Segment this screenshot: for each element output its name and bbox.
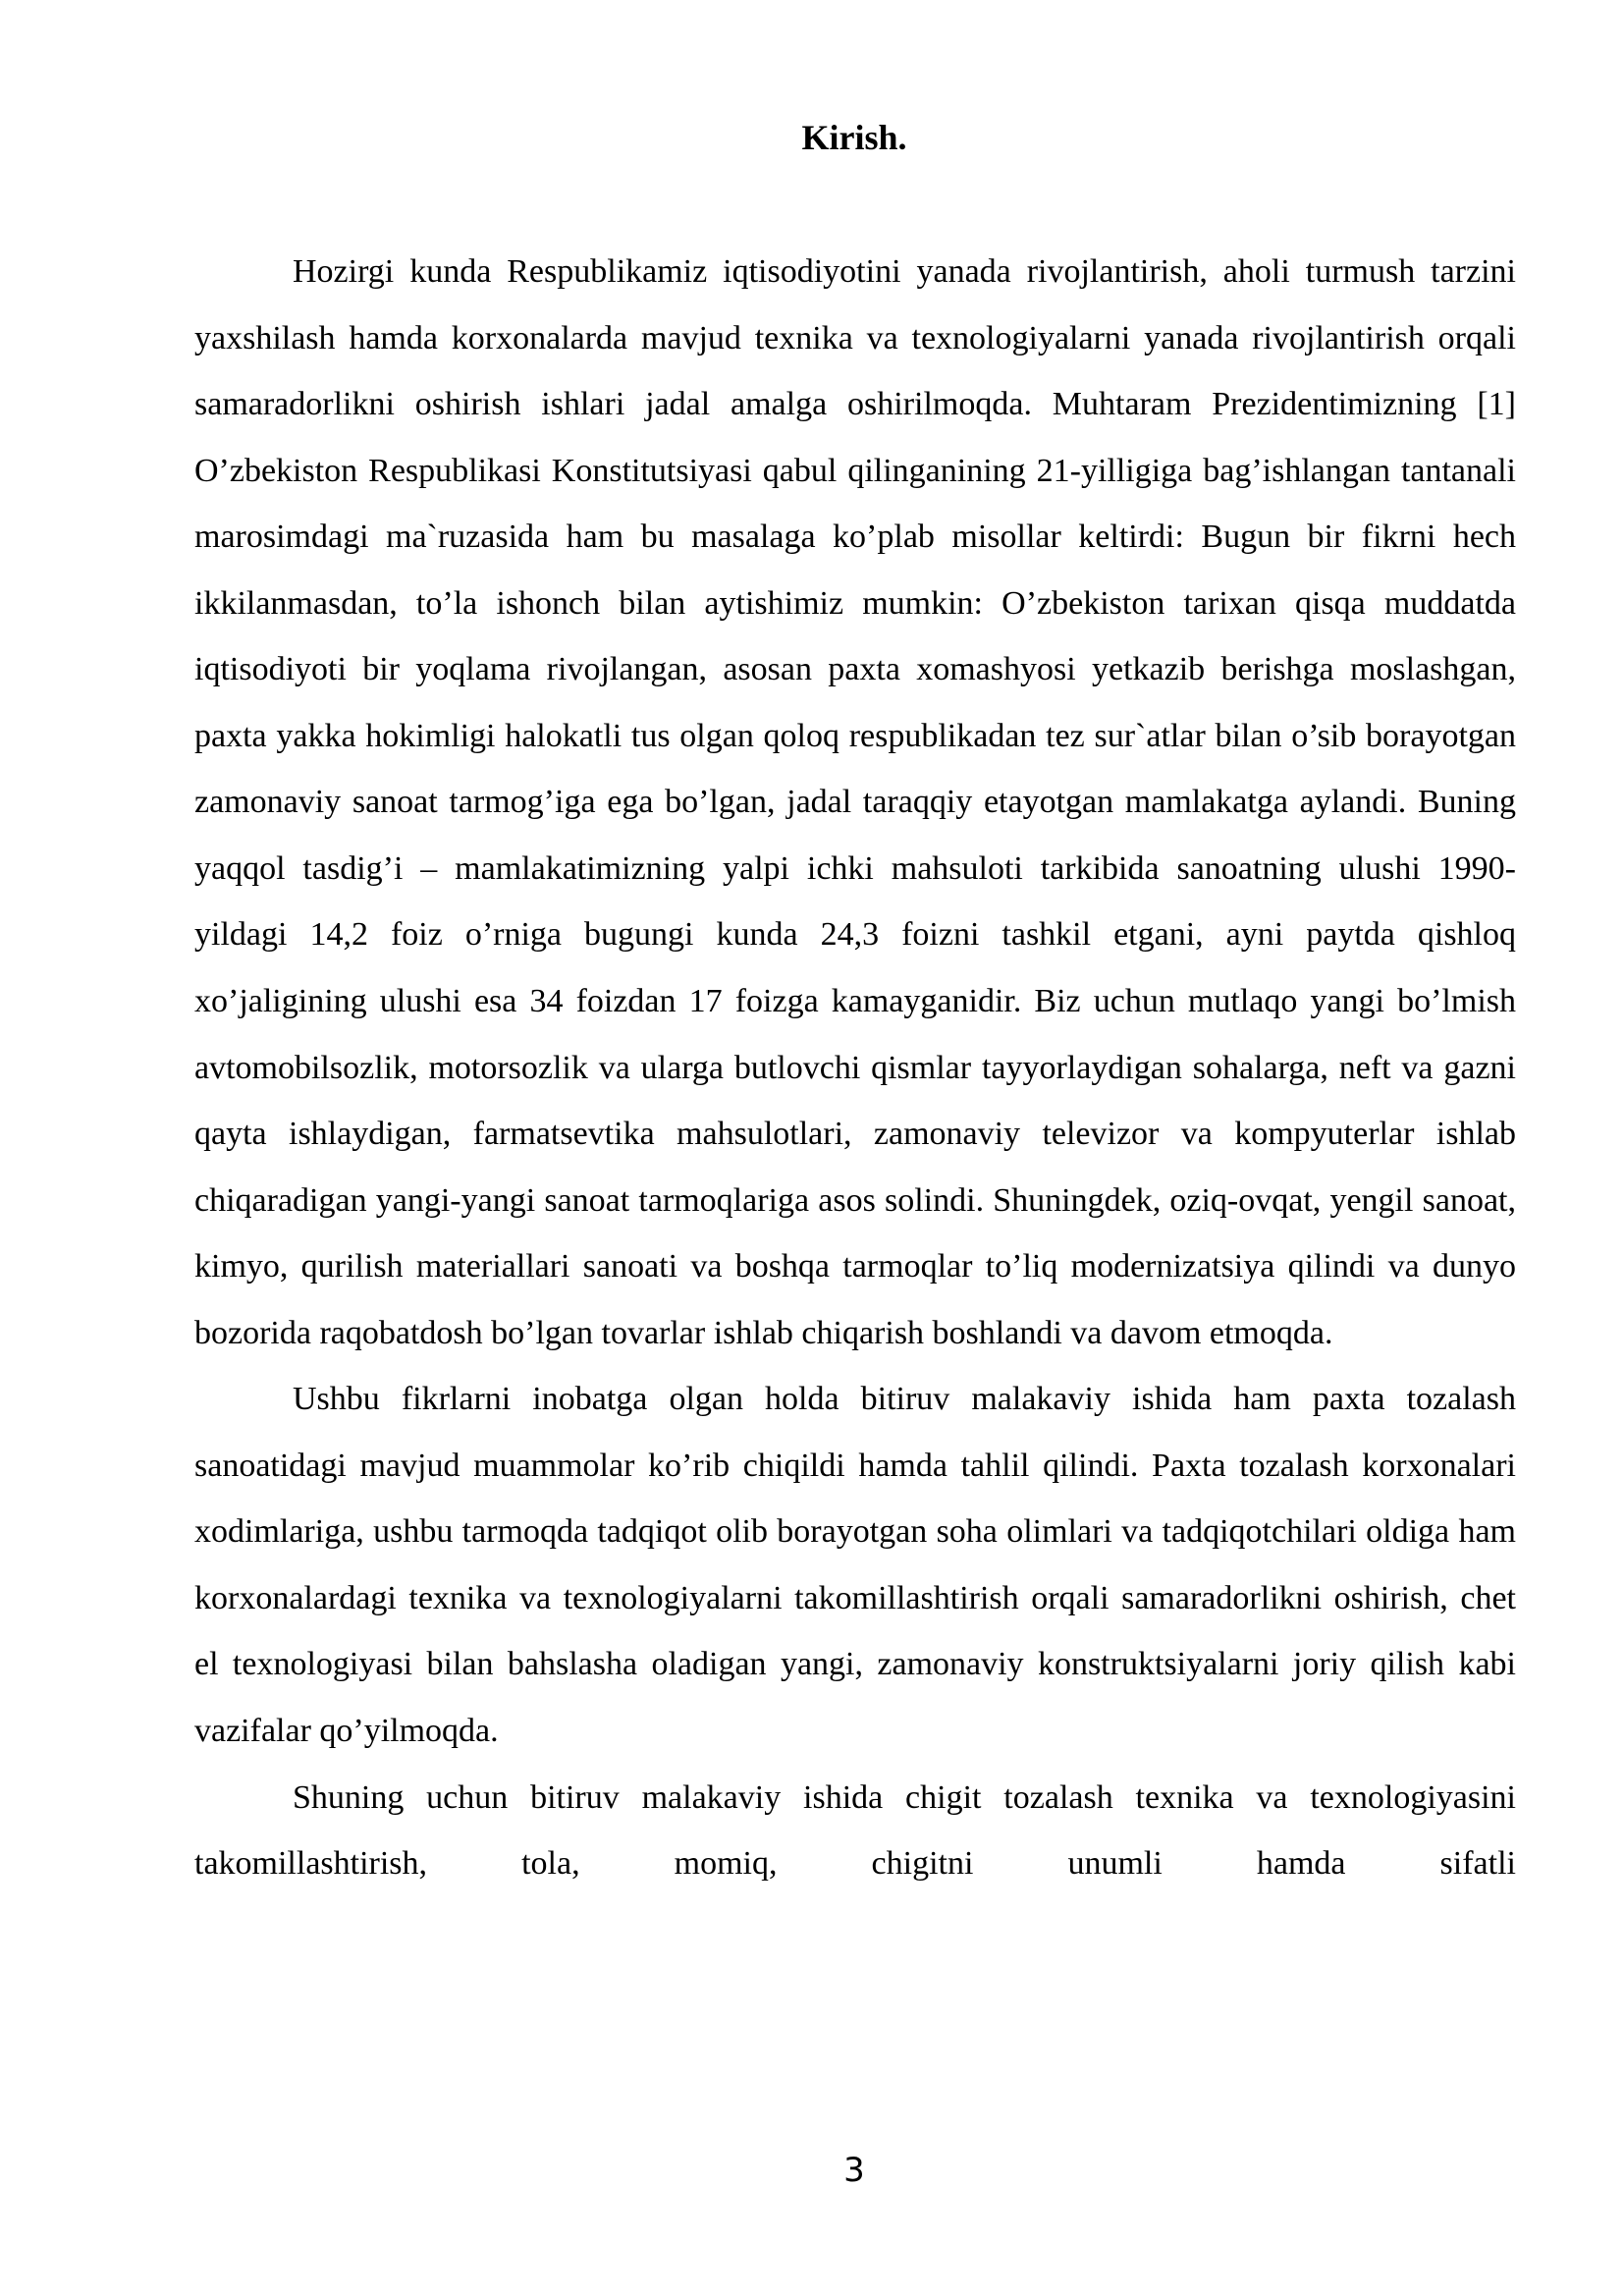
paragraph-3: Shuning uchun bitiruv malakaviy ishida chigit tozalash texnika va texnologiyasini takomillashtirish, tola, momiq, chigitni unumli hamda sifatli <box>194 1778 1516 1883</box>
paragraph-2: Ushbu fikrlarni inobatga olgan holda bitiruv malakaviy ishida ham paxta tozalash sanoatidagi mavjud muammolar ko’rib chiqildi hamda tahlil qilindi. Paxta tozalash korxonalari xodimlariga, ushbu tarmoqda tadqiqot olib borayotgan soha olimlari va tadqiqotchilari oldiga ham korxonalardagi texnika va texnologiyalarni takomillashtirish orqali samaradorlikni oshirish, chet el texnologiyasi bilan bahslasha oladigan yangi, zamonaviy konstruktsiyalarni joriy qilish kabi vazifalar qo’yilmoqda. <box>194 1381 1516 1750</box>
body-text <box>194 239 1516 1897</box>
section-heading: Kirish. <box>801 118 907 157</box>
page-number: 3 <box>843 2151 865 2190</box>
paragraph-1: Hozirgi kunda Respublikamiz iqtisodiyotini yanada rivojlantirish, aholi turmush tarzini yaxshilash hamda korxonalarda mavjud texnika va texnologiyalarni yanada rivojlantirish orqali samaradorlikni oshirish ishlari jadal amalga oshirilmoqda. Muhtaram Prezidentimizning [1] O’zbekiston Respublikasi Konstitutsiyasi qabul qilinganining 21-yilligiga bag’ishlangan tantanali marosimdagi ma`ruzasida ham bu masalaga ko’plab misollar keltirdi: Bugun bir fikrni hech ikkilanmasdan, to’la ishonch bilan aytishimiz mumkin: O’zbekiston tarixan qisqa muddatda iqtisodiyoti bir yoqlama rivojlangan, asosan paxta xomashyosi yetkazib berishga moslashgan, paxta yakka hokimligi halokatli tus olgan qoloq respublikadan tez sur`atlar bilan o’sib borayotgan zamonaviy sanoat tarmog’iga ega bo’lgan, jadal taraqqiy etayotgan mamlakatga aylandi. Buning yaqqol tasdig’i – mamlakatimizning yalpi ichki mahsuloti tarkibida sanoatning ulushi 1990-yildagi 14,2 foiz o’rniga bugungi kunda 24,3 foizni tashkil etgani, ayni paytda qishloq xo’jaligining ulushi esa 34 foizdan 17 foizga kamayganidir. Biz uchun mutlaqo yangi bo’lmish avtomobilsozlik, motorsozlik va ularga butlovchi qismlar tayyorlaydigan sohalarga, neft va gazni qayta ishlaydigan, farmatsevtika mahsulotlari, zamonaviy televizor va kompyuterlar ishlab chiqaradigan yangi-yangi sanoat tarmoqlariga asos solindi. Shuningdek, oziq-ovqat, yengil sanoat, kimyo, qurilish materiallari sanoati va boshqa tarmoqlar to’liq modernizatsiya qilindi va dunyo bozorida raqobatdosh bo’lgan tovarlar ishlab chiqarish boshlandi va davom etmoqda. <box>194 253 1516 1351</box>
